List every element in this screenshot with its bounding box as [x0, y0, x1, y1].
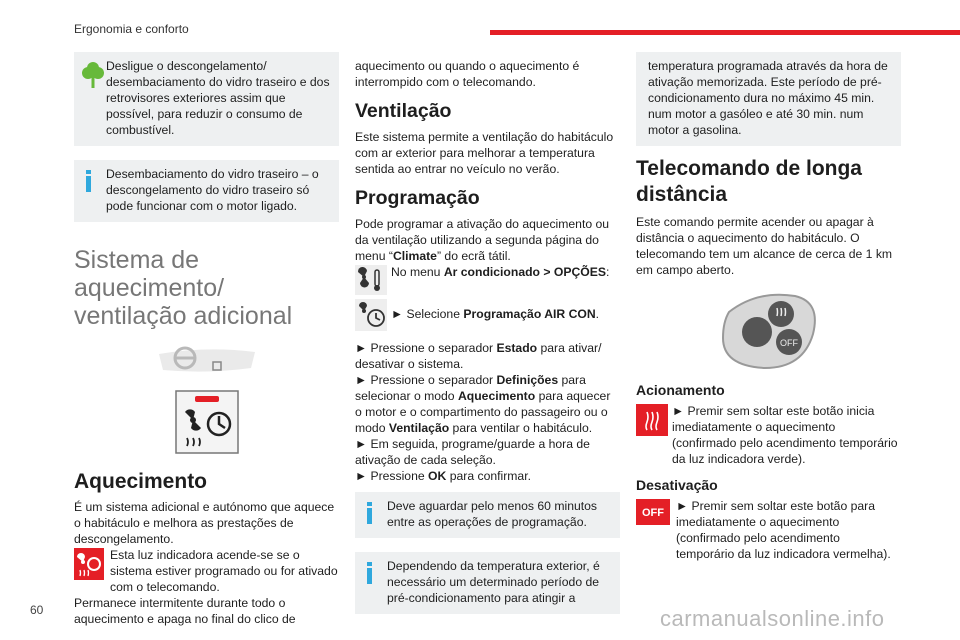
para-intermitente: Permanece intermitente durante todo o aquecimento e apaga no final do clico de — [74, 596, 296, 626]
step-ok: ► Pressione OK para confirmar. — [355, 469, 531, 483]
column-1 — [74, 52, 339, 627]
off-button-icon — [636, 499, 670, 525]
dashboard-switch-illustration — [157, 344, 257, 378]
section-title: Sistema de aquecimento/ ventilação adicional — [74, 246, 293, 330]
note-60min-text: Deve aguardar pelo menos 60 minutos entre as operações de programação. — [387, 499, 598, 529]
remote-off-label: OFF — [779, 338, 798, 348]
info-note-box — [74, 160, 339, 222]
para-telecomando: Este comando permite acender ou apagar à distância o aquecimento do habitáculo. O telecomando tem um alcance de cerca de 1 km em campo aberto. — [636, 215, 893, 277]
step-estado: ► Pressione o separador Estado para ativar/ desativar o sistema. — [355, 341, 602, 371]
info-icon — [86, 170, 91, 192]
off-icon-label: OFF — [642, 507, 664, 519]
para-aquecimento: É um sistema adicional e autónomo que aquece o habitáculo e melhora as prestações de descongelamento. — [74, 500, 335, 546]
off-text: ► Premir sem soltar este botão para imediatamente o aquecimento (confirmado pelo acendimento temporário da luz indicadora vermelha). — [676, 499, 891, 561]
page-number: 60 — [30, 603, 44, 617]
off-row — [636, 498, 901, 562]
menu-row: No menu Ar condicionado > OPÇÕES: — [355, 264, 620, 298]
programming-icon — [355, 299, 387, 331]
note-precond-text: Dependendo da temperatura exterior, é necessário um determinado período de pré-condicionamento para atingir a — [387, 559, 600, 605]
eco-tree-icon — [82, 60, 104, 90]
info-note-text: Desembaciamento do vidro traseiro – o descongelamento do vidro traseiro só pode funcionar com o motor ligado. — [106, 167, 319, 213]
indicator-row — [74, 547, 339, 595]
header-accent-bar — [490, 30, 960, 35]
heater-switch-icon — [175, 390, 239, 454]
select-row: ► Selecione Programação AIR CON. — [355, 298, 620, 336]
note-60min-box — [355, 492, 620, 538]
heading-acionamento: Acionamento — [636, 382, 725, 398]
heading-desativacao: Desativação — [636, 477, 718, 493]
heading-aquecimento: Aquecimento — [74, 470, 208, 493]
note-precond-box — [355, 552, 620, 614]
remote-control-illustration — [717, 288, 821, 374]
heading-programacao: Programação — [355, 187, 480, 209]
eco-note-text: Desligue o descongelamento/ desembaciamento do vidro traseiro e dos retrovisores exteriores assim que possível, para reduzir o consumo de combustível. — [106, 59, 330, 137]
info-icon — [367, 562, 372, 584]
para-cont: aquecimento ou quando o aquecimento é interrompido com o telecomando. — [355, 59, 580, 89]
heading-ventilacao: Ventilação — [355, 100, 452, 122]
on-row — [636, 403, 901, 467]
climate-menu-icon — [355, 265, 387, 295]
on-text: ► Premir sem soltar este botão inicia imediatamente o aquecimento (confirmado pelo acendimento temporário da luz indicadora verde). — [672, 404, 898, 466]
para-programacao: Pode programar a ativação do aquecimento ou da ventilação utilizando a segunda página do menu “Climate” do ecrã tátil. — [355, 217, 610, 263]
para-ventilacao: Este sistema permite a ventilação do habitáculo com ar exterior para melhorar a temperatura sentida ao entrar no veículo no verão. — [355, 130, 614, 176]
info-icon — [367, 502, 372, 524]
heading-telecomando: Telecomando de longa distância — [636, 157, 862, 206]
section-header: Ergonomia e conforto — [74, 22, 189, 36]
watermark: carmanualsonline.info — [660, 606, 885, 631]
step-programar: ► Em seguida, programe/guarde a hora de ativação de cada seleção. — [355, 437, 590, 467]
eco-note-box — [74, 52, 339, 146]
note-cont-box — [636, 52, 901, 146]
heater-indicator-icon — [74, 548, 104, 580]
note-cont-text: temperatura programada através da hora de ativação memorizada. Este período de pré-condicionamento dura no máximo 45 min. num motor a gasóleo e até 30 min. num motor a gasolina. — [648, 59, 888, 137]
column-3 — [636, 52, 901, 562]
step-definicoes: ► Pressione o separador Definições para selecionar o modo Aquecimento para aquecer o motor e o compartimento do passageiro ou o modo Ventilação para ventilar o habitáculo. — [355, 373, 611, 435]
column-2 — [355, 58, 620, 628]
indicator-text: Esta luz indicadora acende-se se o sistema estiver programado ou for ativado com o telecomando. — [110, 548, 338, 594]
heater-on-icon — [636, 404, 668, 436]
